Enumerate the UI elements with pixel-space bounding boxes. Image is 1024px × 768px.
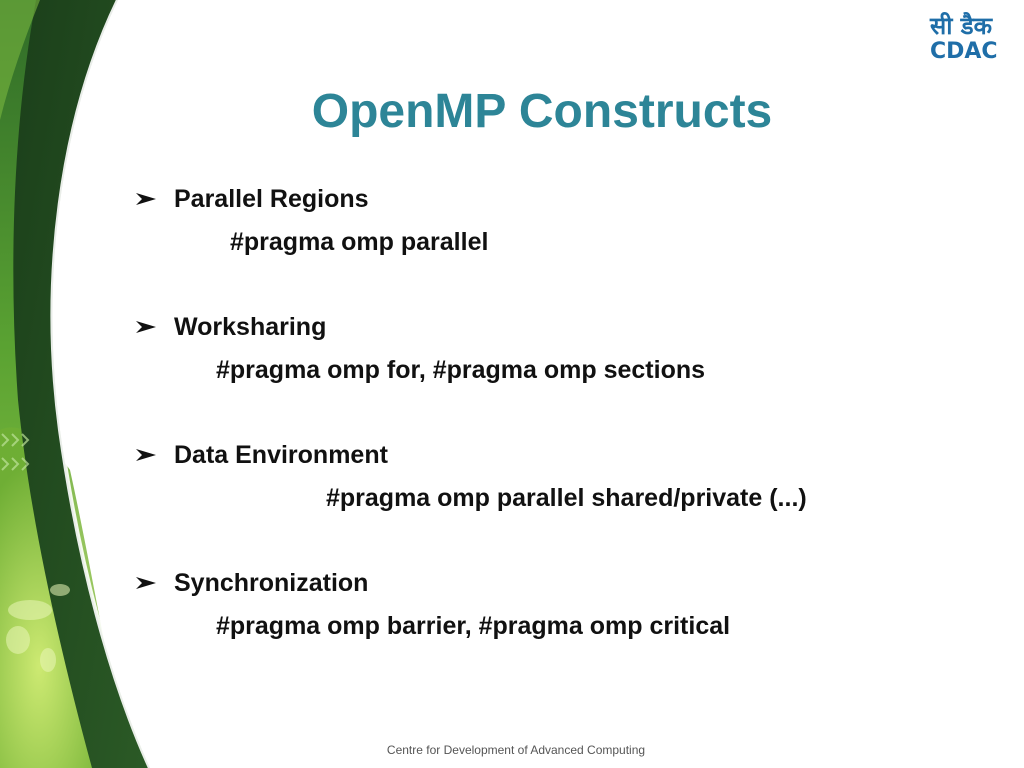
bullet-item	[134, 182, 369, 216]
bullet-item	[134, 438, 388, 472]
footer-text: Centre for Development of Advanced Computing	[386, 743, 646, 757]
slide-title: OpenMP Constructs	[311, 85, 773, 138]
logo-cdac-text: CDAC	[930, 39, 998, 64]
bullet-item	[134, 566, 368, 600]
arrow-bullet-icon	[134, 317, 160, 337]
bullet-label: Parallel Regions	[174, 184, 369, 213]
arrow-bullet-icon	[134, 573, 160, 593]
bullet-item	[134, 310, 326, 344]
bullet-code: #pragma omp barrier, #pragma omp critical	[216, 612, 731, 640]
bullet-code: #pragma omp parallel shared/private (...)	[326, 484, 807, 512]
bullet-label: Synchronization	[174, 568, 369, 597]
bullet-code: #pragma omp for, #pragma omp sections	[216, 356, 706, 384]
logo-hindi-text: सी डैक	[930, 12, 993, 40]
bullet-label: Data Environment	[174, 440, 388, 469]
arrow-bullet-icon	[134, 445, 160, 465]
bullet-label: Worksharing	[174, 312, 327, 341]
arrow-bullet-icon	[134, 189, 160, 209]
bullet-code: #pragma omp parallel	[230, 228, 489, 256]
